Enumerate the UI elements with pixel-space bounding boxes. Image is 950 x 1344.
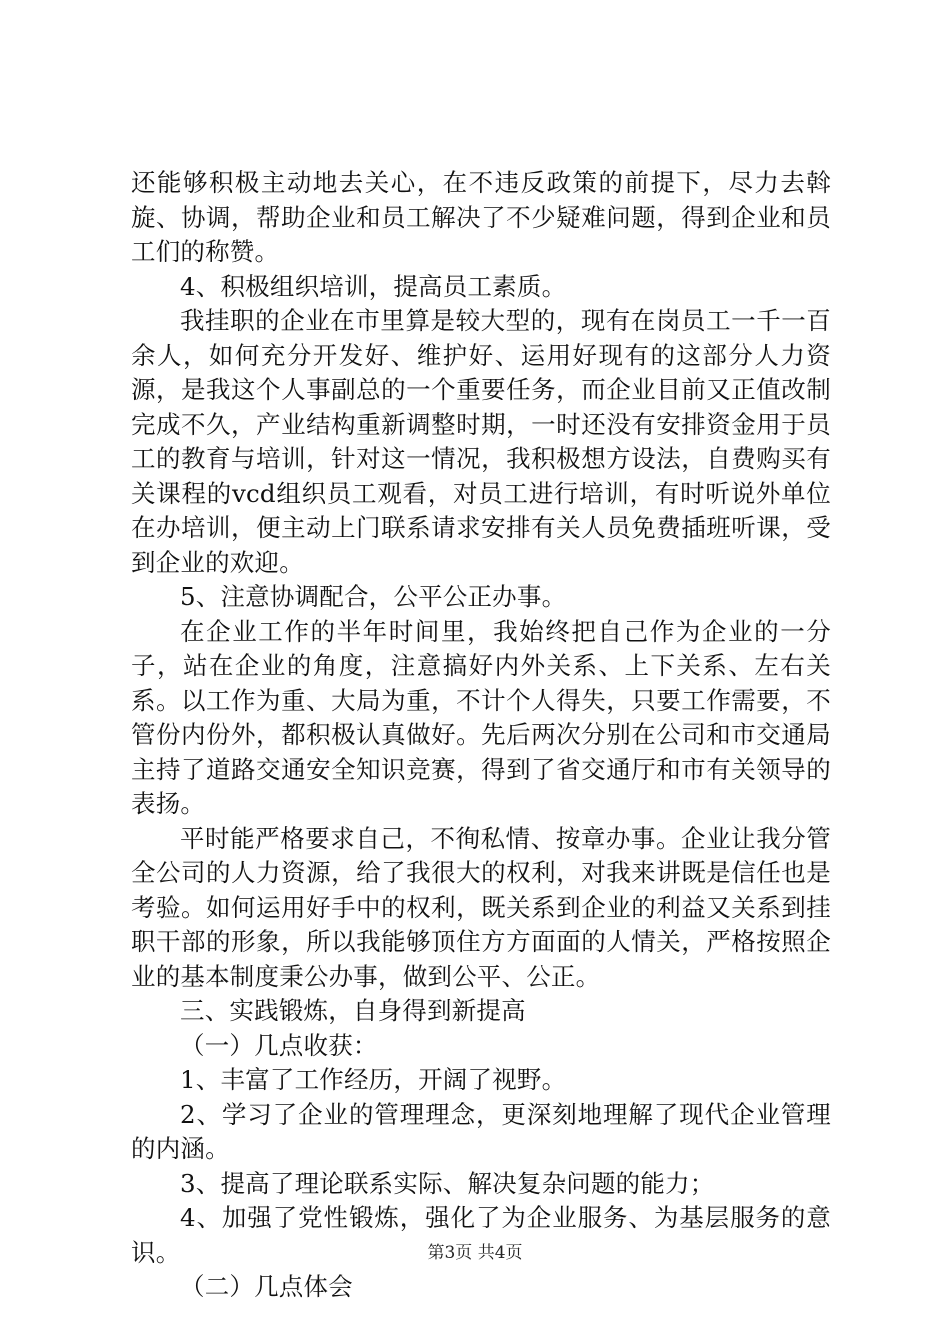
paragraph: 在企业工作的半年时间里，我始终把自己作为企业的一分子，站在企业的角度，注意搞好内外关系、上下关系、左右关系。以工作为重、大局为重，不计个人得失，只要工作需要，不管份内份外，都积极认真做好。先后两次分别在公司和市交通局主持了道路交通安全知识竞赛，得到了省交通厅和市有关领导的表扬。 — [131, 616, 831, 818]
list-item: 4、加强了党性锻炼，强化了为企业服务、为基层服务的意识。 — [131, 1203, 831, 1267]
paragraph: 我挂职的企业在市里算是较大型的，现有在岗员工一千一百余人，如何充分开发好、维护好、运用好现有的这部分人力资源，是我这个人事副总的一个重要任务，而企业目前又正值改制完成不久，产业结构重新调整时期，一时还没有安排资金用于员工的教育与培训，针对这一情况，我积极想方设法，自费购买有关课程的vcd组织员工观看，对员工进行培训，有时听说外单位在办培训，便主动上门联系请求安排有关人员免费插班听课，受到企业的欢迎。 — [131, 306, 831, 577]
section-heading: 三、实践锻炼，自身得到新提高 — [180, 996, 526, 1025]
page-number-label: 第3页 共4页 — [427, 1243, 523, 1263]
section-item-heading: 4、积极组织培训，提高员工素质。 — [180, 271, 567, 301]
paragraph: 还能够积极主动地去关心，在不违反政策的前提下，尽力去斡旋、协调，帮助企业和员工解决了不少疑难问题，得到企业和员工们的称赞。 — [131, 168, 831, 266]
list-item: 1、丰富了工作经历，开阔了视野。 — [180, 1065, 567, 1094]
paragraph: 平时能严格要求自己，不徇私情、按章办事。企业让我分管全公司的人力资源，给了我很大的权利，对我来讲既是信任也是考验。如何运用好手中的权利，既关系到企业的利益又关系到挂职干部的形象，所以我能够顶住方方面面的人情关，严格按照企业的基本制度秉公办事，做到公平、公正。 — [131, 823, 831, 991]
subsection-heading: （二）几点体会 — [180, 1272, 353, 1301]
subsection-heading: （一）几点收获： — [180, 1030, 378, 1060]
list-item: 3、提高了理论联系实际、解决复杂问题的能力； — [180, 1168, 715, 1198]
section-item-heading: 5、注意协调配合，公平公正办事。 — [180, 582, 567, 611]
document-body — [131, 166, 831, 1305]
list-item: 2、学习了企业的管理理念，更深刻地理解了现代企业管理的内涵。 — [131, 1099, 831, 1163]
page-footer — [0, 1242, 950, 1264]
